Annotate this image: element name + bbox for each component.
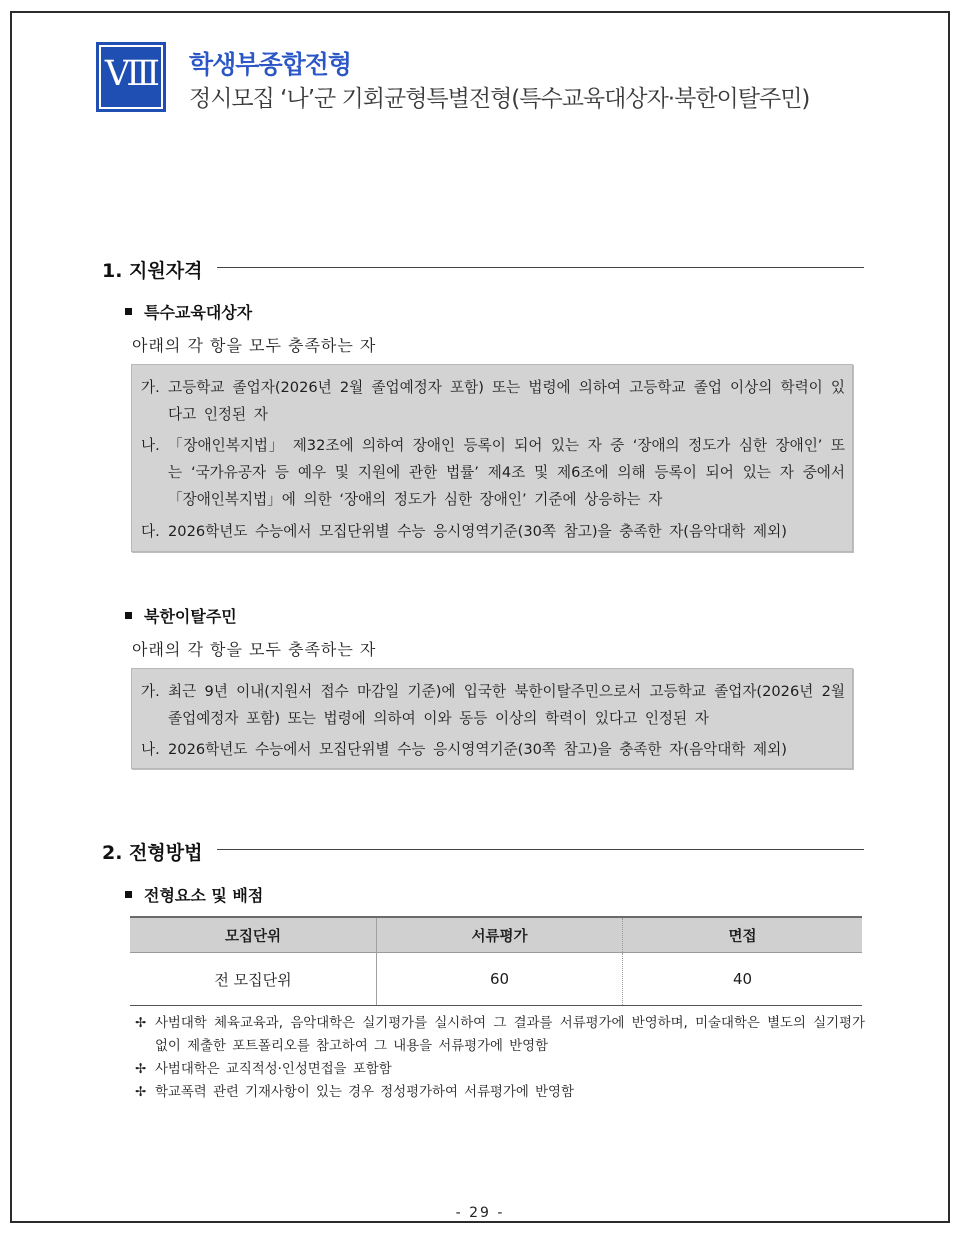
item-mark: 가.	[141, 379, 160, 396]
table-header: 면접	[623, 917, 863, 953]
notes-list	[135, 1012, 865, 1104]
intro-text: 아래의 각 항을 모두 충족하는 자	[132, 336, 377, 355]
square-bullet-icon	[125, 308, 132, 315]
section-title-selection-method: 2. 전형방법	[102, 842, 203, 864]
criteria-item	[141, 518, 845, 545]
item-text: 2026학년도 수능에서 모집단위별 수능 응시영역기준(30쪽 참고)을 충족한 자(음악대학 제외)	[168, 523, 787, 540]
table-cell: 40	[623, 953, 863, 1006]
note-item	[135, 1012, 865, 1058]
item-mark: 가.	[141, 683, 160, 700]
item-text: 고등학교 졸업자(2026년 2월 졸업예정자 포함) 또는 법령에 의하여 고등학교 졸업 이상의 학력이 있다고 인정된 자	[168, 379, 845, 423]
note-item	[135, 1058, 865, 1081]
item-mark: 나.	[141, 437, 160, 454]
criteria-item	[141, 432, 845, 513]
item-text: 「장애인복지법」 제32조에 의하여 장애인 등록이 되어 있는 자 중 ‘장애의 정도가 심한 장애인’ 또는 ‘국가유공자 등 예우 및 지원에 관한 법률’ 제4조 및 제6조에 의해 등록이 되어 있는 자 중에서 「장애인복지법」에 의한 ‘장애의 정도가 심한 장애인’ 기준에 상응하는 자	[168, 437, 845, 508]
note-text: 사범대학은 교직적성·인성면접을 포함함	[155, 1062, 392, 1077]
section-title-eligibility: 1. 지원자격	[102, 260, 203, 282]
cross-bullet-icon: ✢	[135, 1062, 147, 1077]
note-text: 사범대학 체육교육과, 음악대학은 실기평가를 실시하여 그 결과를 서류평가에 반영하며, 미술대학은 별도의 실기평가 없이 제출한 포트폴리오를 참고하여 그 내용을 서류평가에 반영함	[155, 1016, 865, 1054]
cross-bullet-icon: ✢	[135, 1016, 147, 1031]
subsection-label: 북한이탈주민	[144, 607, 237, 626]
page-title: 학생부종합전형	[189, 50, 352, 79]
criteria-item	[141, 736, 845, 763]
criteria-box-defector	[131, 668, 853, 769]
criteria-item	[141, 374, 845, 428]
cross-bullet-icon: ✢	[135, 1085, 147, 1100]
table-cell: 전 모집단위	[130, 953, 377, 1006]
table-header-row	[130, 917, 862, 953]
subsection-title-scoring	[125, 883, 263, 906]
subsection-label: 특수교육대상자	[144, 303, 253, 322]
note-item	[135, 1081, 865, 1104]
table-header: 서류평가	[377, 917, 623, 953]
note-text: 학교폭력 관련 기재사항이 있는 경우 정성평가하여 서류평가에 반영함	[155, 1085, 574, 1100]
square-bullet-icon	[125, 612, 132, 619]
item-text: 최근 9년 이내(지원서 접수 마감일 기준)에 입국한 북한이탈주민으로서 고등학교 졸업자(2026년 2월 졸업예정자 포함) 또는 법령에 의하여 이와 동등 이상의 학력이 있다고 인정된 자	[168, 683, 845, 727]
chapter-badge	[96, 42, 166, 112]
table-header: 모집단위	[130, 917, 377, 953]
scoring-table	[130, 916, 862, 1006]
subsection-title-special-ed	[125, 300, 252, 323]
page-subtitle: 정시모집 ‘나’군 기회균형특별전형(특수교육대상자·북한이탈주민)	[189, 86, 810, 112]
section-divider	[217, 267, 864, 268]
page-number: - 29 -	[455, 1205, 505, 1221]
intro-text: 아래의 각 항을 모두 충족하는 자	[132, 640, 377, 659]
subsection-title-defector	[125, 604, 237, 627]
table-cell: 60	[377, 953, 623, 1006]
item-text: 2026학년도 수능에서 모집단위별 수능 응시영역기준(30쪽 참고)을 충족한 자(음악대학 제외)	[168, 741, 787, 758]
subsection-label: 전형요소 및 배점	[144, 886, 264, 905]
item-mark: 다.	[141, 523, 160, 540]
item-mark: 나.	[141, 741, 160, 758]
table-row	[130, 953, 862, 1006]
chapter-numeral: Ⅷ	[104, 54, 158, 94]
section-divider	[217, 849, 864, 850]
criteria-item	[141, 678, 845, 732]
criteria-box-special-ed	[131, 364, 853, 552]
square-bullet-icon	[125, 891, 132, 898]
